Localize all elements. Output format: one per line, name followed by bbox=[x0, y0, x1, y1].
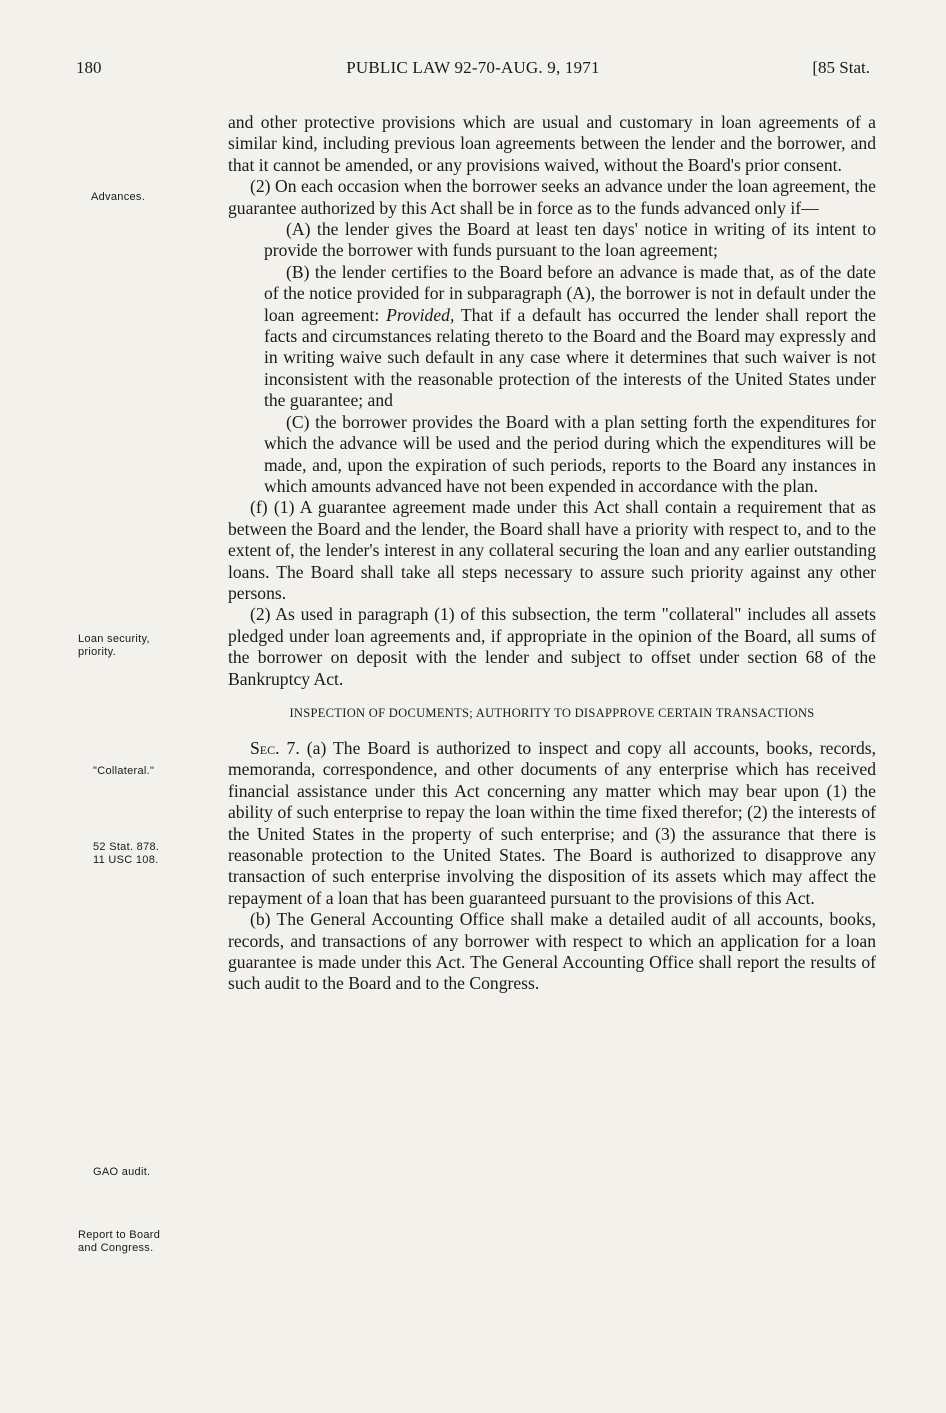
section-7a bbox=[228, 738, 876, 909]
paragraph-f2: (2) As used in paragraph (1) of this subsection, the term "collateral" includes all assets pledged under loan agreements and, if appropriate in the opinion of the Board, all sums of the borrower on deposit with the lender and subject to offset under section 68 of the Bankruptcy Act. bbox=[228, 604, 876, 689]
section-7b: (b) The General Accounting Office shall make a detailed audit of all accounts, books, records, and transactions of any borrower with respect to which an application for a loan guarantee is made under this Act. The General Accounting Office shall report the results of such audit to the Board and to the Congress. bbox=[228, 909, 876, 994]
section-7a-text: (a) The Board is authorized to inspect and copy all accounts, books, records, memoranda, correspondence, and other documents of any enterprise which has received financial assistance under this Act concerning any matter which may bear upon (1) the ability of such enterprise to repay the loan within the time fixed therefor; (2) the interests of the United States in the property of such enterprise; and (3) the assurance that there is reasonable protection to the United States. The Board is authorized to disapprove any transaction of such enterprise involving the disposition of its assets which may affect the repayment of a loan that has been guaranteed pursuant to the provisions of this Act. bbox=[228, 737, 876, 908]
paragraph-advance-guarantee: (2) On each occasion when the borrower seeks an advance under the loan agreement, the guarantee authorized by this Act shall be in force as to the funds advanced only if— bbox=[228, 176, 876, 218]
margin-note-advances: Advances. bbox=[91, 191, 146, 203]
margin-note-report: Report to Board and Congress. bbox=[78, 1229, 161, 1254]
document-body bbox=[228, 112, 876, 995]
paragraph-f1: (f) (1) A guarantee agreement made under this Act shall contain a requirement that as between the Board and the lender, the Board shall have a priority with respect to, and to the extent of, the lender's interest in any collateral securing the loan and any earlier outstanding loans. The Board shall take all steps necessary to assure such priority against any other persons. bbox=[228, 497, 876, 603]
subparagraph-b bbox=[228, 262, 876, 412]
section-7-label: Sec. 7. bbox=[250, 737, 300, 758]
subparagraph-c: (C) the borrower provides the Board with a plan setting forth the expenditures for which the advance will be used and the period during which the expenditures will be made, and, upon the expiration of such periods, reports to the Board any instances in which amounts advanced have not been expended in accordance with the plan. bbox=[264, 411, 876, 496]
subparagraph-b-proviso: That if a default has occurred the lender shall report the facts and circumstances relating thereto to the Board and the Board may expressly and in writing waive such default in any case where it determines that such waiver is not inconsistent with the reasonable protection of the interests of the United States under the guarantee; and bbox=[264, 304, 876, 411]
header-title: PUBLIC LAW 92-70-AUG. 9, 1971 bbox=[346, 58, 600, 77]
page-header bbox=[0, 58, 946, 88]
margin-note-gao-audit: GAO audit. bbox=[93, 1166, 151, 1178]
margin-note-statute-ref: 52 Stat. 878. 11 USC 108. bbox=[93, 841, 160, 866]
page-number: 180 bbox=[76, 58, 102, 77]
paragraph-protective-provisions: and other protective provisions which are usual and customary in loan agreements of a similar kind, including previous loan agreements between the lender and the borrower, and that it cannot be amended, or any provisions waived, without the Board's prior consent. bbox=[228, 112, 876, 175]
margin-note-collateral: "Collateral." bbox=[93, 765, 155, 777]
subparagraph-a: (A) the lender gives the Board at least ten days' notice in writing of its intent to provide the borrower with funds pursuant to the loan agreement; bbox=[264, 219, 876, 261]
margin-note-loan-security: Loan security, priority. bbox=[78, 633, 150, 658]
subparagraph-b-text: (B) the lender certifies to the Board before an advance is made that, as of the date of the notice provided for in subparagraph (A), the borrower is not in default under the loan agreement: bbox=[264, 261, 876, 325]
stat-reference: [85 Stat. bbox=[812, 58, 870, 77]
section-heading: INSPECTION OF DOCUMENTS; AUTHORITY TO DISAPPROVE CERTAIN TRANSACTIONS bbox=[289, 705, 815, 720]
provided-italic: Provided, bbox=[386, 304, 455, 325]
